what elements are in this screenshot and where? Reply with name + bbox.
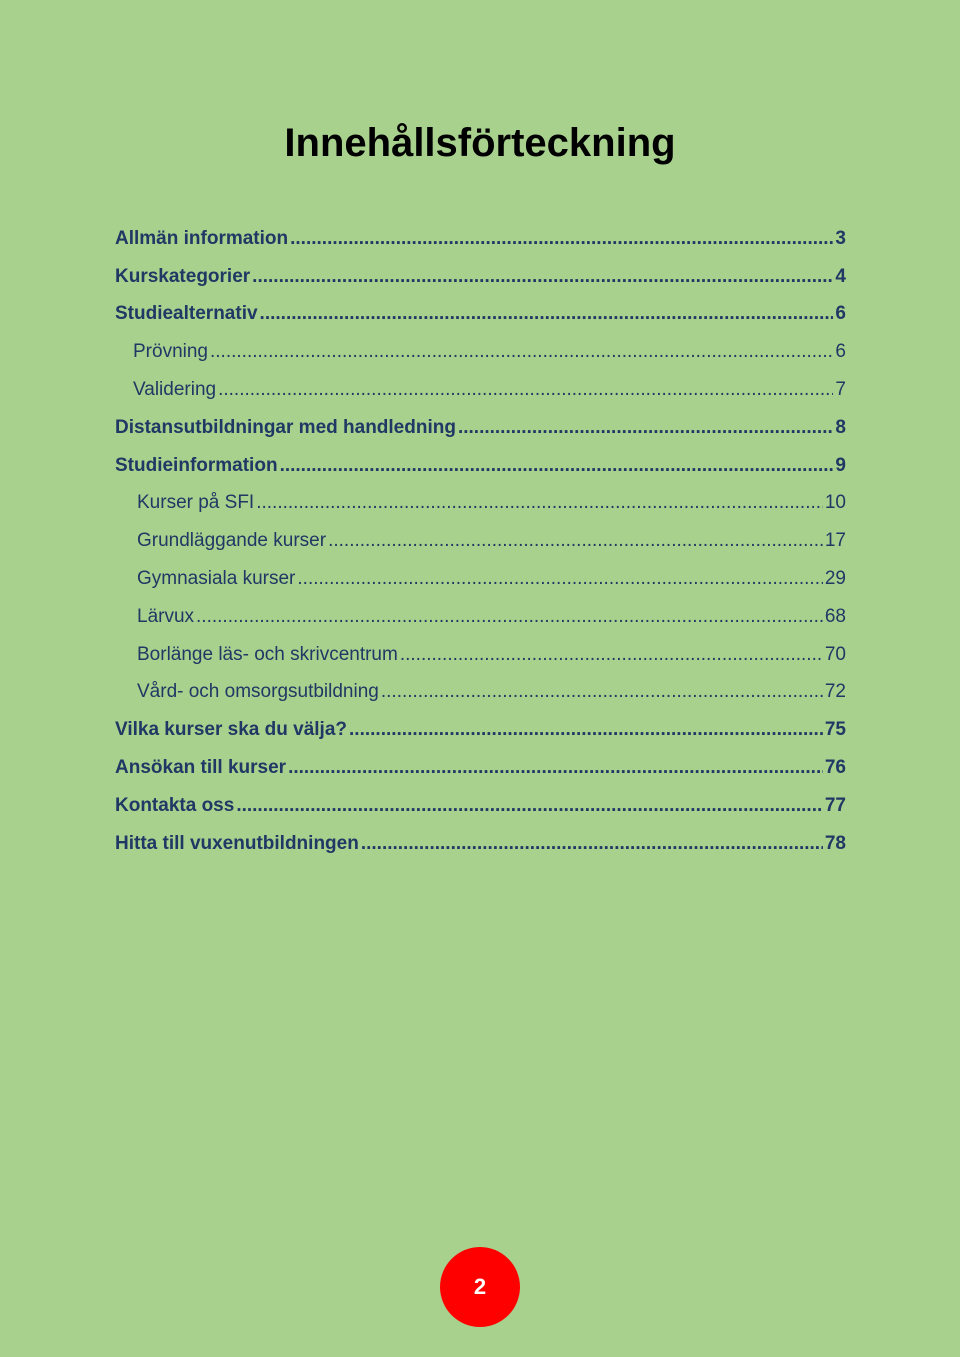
page-title: Innehållsförteckning xyxy=(284,121,676,165)
toc-entry-page: 70 xyxy=(824,643,846,665)
toc-entry-label: Lärvux xyxy=(137,605,195,627)
table-of-contents xyxy=(0,220,960,863)
toc-entry-vilka-kurser[interactable] xyxy=(0,711,960,749)
toc-entry-label: Vård- och omsorgsutbildning xyxy=(137,681,379,703)
toc-dot-leader xyxy=(400,644,823,666)
toc-entry-label: Grundläggande kurser xyxy=(137,530,327,552)
toc-entry-page: 29 xyxy=(824,568,846,590)
toc-entry-label: Validering xyxy=(133,379,217,401)
toc-entry-page: 9 xyxy=(835,454,846,476)
toc-dot-leader xyxy=(218,379,833,401)
toc-entry-label: Gymnasiala kurser xyxy=(137,568,296,590)
toc-entry-page: 6 xyxy=(835,303,846,325)
toc-entry-allman-information[interactable] xyxy=(0,220,960,258)
toc-entry-studiealternativ[interactable] xyxy=(0,296,960,334)
toc-entry-page: 10 xyxy=(824,492,846,514)
toc-entry-kurskategorier[interactable] xyxy=(0,258,960,296)
toc-dot-leader xyxy=(361,833,823,855)
toc-entry-page: 17 xyxy=(824,530,846,552)
toc-entry-provning[interactable] xyxy=(0,333,960,371)
toc-entry-page: 68 xyxy=(824,605,846,627)
toc-entry-page: 7 xyxy=(835,379,846,401)
toc-dot-leader xyxy=(290,228,833,250)
toc-entry-kontakta-oss[interactable] xyxy=(0,787,960,825)
toc-entry-gymnasiala-kurser[interactable] xyxy=(0,560,960,598)
toc-entry-page: 78 xyxy=(824,832,846,854)
toc-entry-page: 6 xyxy=(835,341,846,363)
toc-entry-hitta-till-vuxenutbildningen[interactable] xyxy=(0,825,960,863)
toc-entry-label: Kurskategorier xyxy=(115,265,251,287)
toc-dot-leader xyxy=(260,303,834,325)
toc-entry-label: Hitta till vuxenutbildningen xyxy=(115,832,359,854)
toc-entry-label: Studiealternativ xyxy=(115,303,258,325)
toc-entry-label: Borlänge läs- och skrivcentrum xyxy=(137,643,398,665)
toc-entry-label: Allmän information xyxy=(115,227,289,249)
toc-dot-leader xyxy=(236,795,823,817)
toc-dot-leader xyxy=(210,341,833,363)
toc-entry-larvux[interactable] xyxy=(0,598,960,636)
toc-entry-studieinformation[interactable] xyxy=(0,447,960,485)
toc-entry-label: Distansutbildningar med handledning xyxy=(115,416,456,438)
toc-dot-leader xyxy=(458,417,833,439)
page-number-badge: 2 xyxy=(440,1247,520,1327)
toc-dot-leader xyxy=(297,568,822,590)
toc-entry-borlange-las-och-skrivcentrum[interactable] xyxy=(0,636,960,674)
toc-entry-page: 77 xyxy=(824,794,846,816)
toc-dot-leader xyxy=(280,455,834,477)
toc-entry-vard-och-omsorgsutbildning[interactable] xyxy=(0,674,960,712)
toc-dot-leader xyxy=(328,530,823,552)
toc-entry-label: Vilka kurser ska du välja? xyxy=(115,719,348,741)
toc-entry-page: 4 xyxy=(835,265,846,287)
toc-entry-page: 76 xyxy=(824,757,846,779)
toc-entry-page: 3 xyxy=(835,227,846,249)
toc-entry-label: Kontakta oss xyxy=(115,794,235,816)
toc-entry-kurser-pa-sfi[interactable] xyxy=(0,485,960,523)
toc-entry-page: 75 xyxy=(824,719,846,741)
toc-entry-page: 8 xyxy=(835,416,846,438)
toc-dot-leader xyxy=(252,266,833,288)
toc-entry-validering[interactable] xyxy=(0,371,960,409)
toc-dot-leader xyxy=(349,719,823,741)
toc-entry-ansokan-till-kurser[interactable] xyxy=(0,749,960,787)
toc-entry-label: Prövning xyxy=(133,341,208,363)
toc-entry-grundlaggande-kurser[interactable] xyxy=(0,522,960,560)
toc-dot-leader xyxy=(381,681,823,703)
toc-entry-page: 72 xyxy=(824,681,846,703)
toc-entry-distansutbildningar[interactable] xyxy=(0,409,960,447)
toc-entry-label: Studieinformation xyxy=(115,454,278,476)
toc-dot-leader xyxy=(288,757,823,779)
toc-dot-leader xyxy=(196,606,823,628)
toc-entry-label: Kurser på SFI xyxy=(137,492,255,514)
toc-entry-label: Ansökan till kurser xyxy=(115,757,287,779)
toc-dot-leader xyxy=(256,492,823,514)
